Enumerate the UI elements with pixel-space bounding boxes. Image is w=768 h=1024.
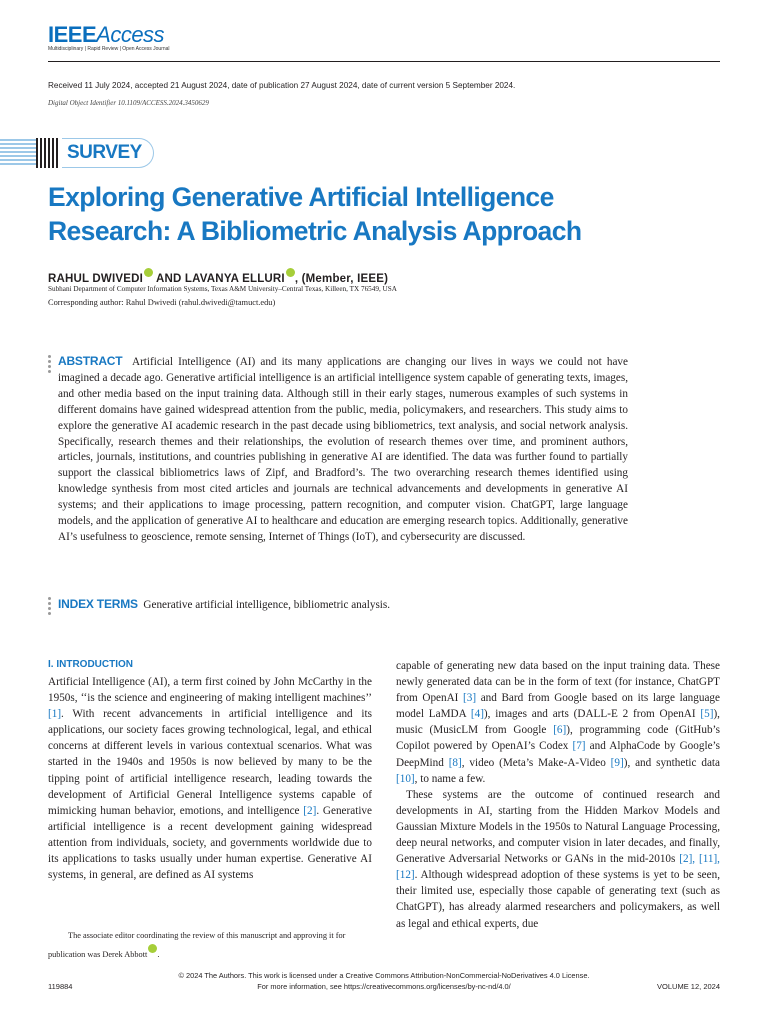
author-2: AND LAVANYA ELLURI <box>156 272 285 285</box>
intro-text: These systems are the outcome of continued research and developments in AI, starting from the Hidden Markov Models and Gaussian Mixture Models in the 1950s to Natural Language Processing, deep neural networks, and computer vision in later decades, and finally, Generative Adversarial Networks or GANs in the mid-2010s <box>396 788 720 866</box>
author-1: RAHUL DWIVEDI <box>48 272 144 285</box>
header-divider <box>48 61 720 62</box>
abstract <box>58 354 628 546</box>
logo-access-text: Access <box>96 22 165 47</box>
volume-label: VOLUME 12, 2024 <box>657 982 720 991</box>
intro-text: capable of generating new data based on the input training data. These newly generated data can be in the form of text (for instance, ChatGPT from OpenAI <box>396 660 720 705</box>
intro-text: and Bard from Google based on its large language model LaMDA <box>396 692 720 721</box>
intro-text: . Although widespread adoption of these systems is yet to be seen, their limited use, especially those capable of generating text (such as ChatGPT), has already alarmed researchers and policymakers, as well as legal and ethical experts, due <box>396 869 720 930</box>
abstract-dots-icon <box>48 355 51 375</box>
journal-tagline: Multidisciplinary | Rapid Review | Open Access Journal <box>48 46 170 52</box>
orcid-icon[interactable] <box>286 268 295 277</box>
abstract-label: ABSTRACT <box>58 354 123 368</box>
page-number: 119884 <box>48 982 73 991</box>
index-terms-text: Generative artificial intelligence, bibliometric analysis. <box>143 599 391 611</box>
author-list <box>48 268 388 285</box>
intro-text: Artificial Intelligence (AI), a term first coined by John McCarthy in the 1950s, ‘‘is the science and engineering of making intelligent machines’’ <box>48 676 372 705</box>
section-banner <box>0 138 155 168</box>
citation-link[interactable]: [7] <box>572 740 586 753</box>
doi-line: Digital Object Identifier 10.1109/ACCESS.2024.3450629 <box>48 99 209 107</box>
citation-link[interactable]: [1] <box>48 708 62 721</box>
title-line-1: Exploring Generative Artificial Intelligence <box>48 182 554 212</box>
citation-link[interactable]: [2] <box>303 804 317 817</box>
citation-link[interactable]: [3] <box>463 692 477 705</box>
editor-footnote: The associate editor coordinating the review of this manuscript and approving it for publication was Derek Abbott . <box>48 931 346 959</box>
intro-text: , to name a few. <box>414 772 486 785</box>
license-footer <box>0 971 768 992</box>
intro-text: and AlphaCode by Google’s DeepMind <box>396 740 721 769</box>
orcid-icon[interactable] <box>148 944 157 953</box>
license-line-2[interactable]: For more information, see https://creativecommons.org/licenses/by-nc-nd/4.0/ <box>257 981 511 991</box>
license-line-1: © 2024 The Authors. This work is licensed under a Creative Commons Attribution-NonCommercial-NoDerivatives 4.0 License. <box>178 971 590 980</box>
section-type-label: SURVEY <box>67 142 142 163</box>
corresponding-author: Corresponding author: Rahul Dwivedi (rahul.dwivedi@tamuct.edu) <box>48 298 276 307</box>
banner-stripes-graphic <box>0 138 36 168</box>
index-terms <box>58 597 390 611</box>
left-column <box>48 674 372 883</box>
intro-text: ), programming code (GitHub’s Copilot powered by OpenAI’s Codex <box>396 724 720 753</box>
index-terms-dots-icon <box>48 597 51 617</box>
received-dates: Received 11 July 2024, accepted 21 August 2024, date of publication 27 August 2024, date of current version 5 September 2024. <box>48 81 516 90</box>
citation-link[interactable]: [9] <box>610 756 624 769</box>
intro-text: . Generative artificial intelligence is a recent development gaining widespread attention from individuals, society, and governments worldwide due to its applications to tasks usually under human expertise. Generative AI systems, in general, are defined as AI systems <box>48 804 372 882</box>
logo-ieee-text: IEEE <box>48 22 97 47</box>
abstract-text: Artificial Intelligence (AI) and its many applications are changing our lives in ways we could not have imagined a decade ago. Generative artificial intelligence is an artificial intelligence system capable of generating texts, images, and other media based on the input training data. Although still in their early stages, numerous examples of such systems in different domains have gained widespread attention from the public, media, policymakers, and researchers. This study aims to explore the generative AI academic research in the past decade using bibliometrics, text analysis, and social network analysis. Specifically, research themes and their relationships, the evolution of research themes over time, and prominent authors, articles, journals, institutions, and countries publishing in generative AI are identified. The data was further found to partially support the classical bibliometrics laws of Zipf, and Bradford’s. The two overarching research themes identified using knowledge synthesis from most cited articles and journals are technical advancements and developments in generative AI systems; and their applications to image processing, pattern recognition, and computer vision. ChatGPT, large language models, and the application of generative AI to healthcare and education are emerging research topics. Additionally, generative AI’s usefulness to geoscience, remote sensing, Internet of Things (IoT), and cybersecurity are discussed. <box>58 356 628 543</box>
index-terms-label: INDEX TERMS <box>58 597 138 611</box>
citation-link[interactable]: [4] <box>470 708 484 721</box>
citation-link[interactable]: [6] <box>553 724 567 737</box>
citation-link[interactable]: [10] <box>396 772 415 785</box>
affiliation: Subhani Department of Computer Information Systems, Texas A&M University–Central Texas, Killeen, TX 76549, USA <box>48 285 397 293</box>
footnote-text: The associate editor coordinating the review of this manuscript and approving it for publication was Derek Abbott <box>48 931 346 959</box>
title-line-2: Research: A Bibliometric Analysis Approach <box>48 216 582 246</box>
right-column <box>396 658 720 932</box>
intro-text: ), and synthetic data <box>623 756 720 769</box>
intro-text: . With recent advancements in artificial intelligence and its applications, our society faces growing technological, legal, and ethical concerns at different levels in various contextual scenarios. What was started in the 1940s and 1950s is now believed by many to be the tipping point of artificial intelligence research, leading towards the development of Artificial General Intelligence systems capable of mimicking human behavior, emotions, and intelligence <box>48 708 372 817</box>
intro-text: ), images and arts (DALL-E 2 from OpenAI <box>483 708 701 721</box>
section-heading-introduction: I. INTRODUCTION <box>48 659 133 670</box>
intro-text: ), music (MusicLM from Google <box>396 708 720 737</box>
intro-text: , video (Meta’s Make-A-Video <box>461 756 611 769</box>
paper-title <box>48 180 648 248</box>
author-2-suffix: , (Member, IEEE) <box>294 272 389 285</box>
citation-link[interactable]: [2], [11], [12] <box>396 853 720 882</box>
orcid-icon[interactable] <box>144 268 153 277</box>
journal-logo <box>48 22 164 48</box>
citation-link[interactable]: [5] <box>700 708 714 721</box>
banner-bars-graphic <box>36 138 62 168</box>
citation-link[interactable]: [8] <box>448 756 462 769</box>
